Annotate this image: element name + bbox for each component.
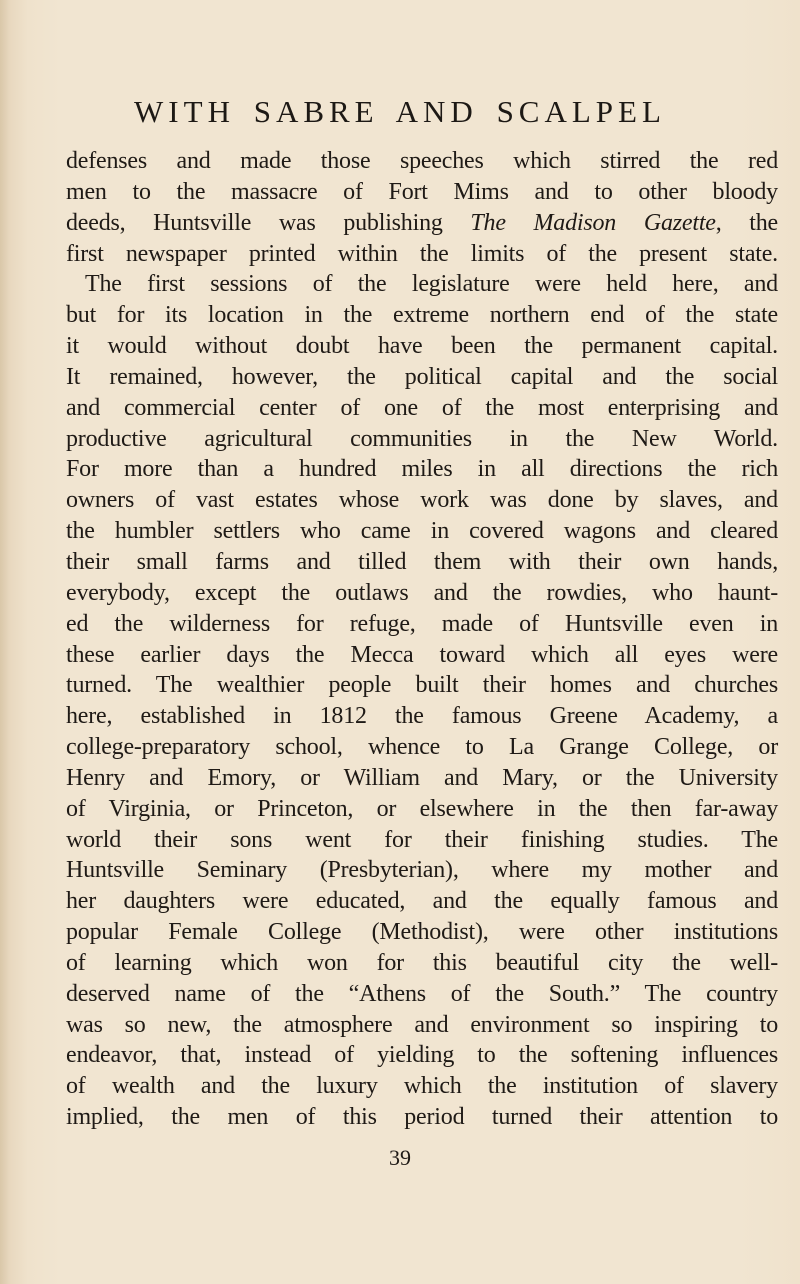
text-line: the humbler settlers who came in covered wagons and cleared <box>66 518 778 545</box>
text-line: it would without doubt have been the permanent capital. <box>66 333 778 360</box>
text-line: It remained, however, the political capital and the social <box>66 363 778 390</box>
text-line: The first sessions of the legislature were held here, and <box>85 271 778 298</box>
text-line: their small farms and tilled them with their own hands, <box>66 548 778 575</box>
text-line: men to the massacre of Fort Mims and to other bloody <box>66 178 778 205</box>
text-line: popular Female College (Methodist), were other institutions <box>66 919 778 946</box>
text-line <box>66 208 778 239</box>
text-line: productive agricultural communities in the New World. <box>66 425 778 452</box>
text-line: deserved name of the “Athens of the South.” The country <box>66 980 778 1007</box>
text-line: turned. The wealthier people built their homes and churches <box>66 672 778 699</box>
text-line: of learning which won for this beautiful city the well- <box>66 949 778 976</box>
text-line: college-preparatory school, whence to La Grange College, or <box>66 734 778 761</box>
text-line: everybody, except the outlaws and the rowdies, who haunt- <box>66 579 778 606</box>
text-line: was so new, the atmosphere and environment so inspiring to <box>66 1011 778 1038</box>
text-segment: deeds, Huntsville was publishing <box>66 209 471 236</box>
text-line: first newspaper printed within the limits of the present state. <box>66 240 778 267</box>
text-line: ed the wilderness for refuge, made of Huntsville even in <box>66 610 778 637</box>
text-line: of Virginia, or Princeton, or elsewhere in the then far-away <box>66 795 778 822</box>
text-line: owners of vast estates whose work was done by slaves, and <box>66 487 778 514</box>
text-line: implied, the men of this period turned their attention to <box>66 1104 778 1131</box>
text-segment: , the <box>715 209 778 236</box>
text-line: Huntsville Seminary (Presbyterian), where my mother and <box>66 857 778 884</box>
text-line: defenses and made those speeches which stirred the red <box>66 148 778 174</box>
running-head: WITH SABRE AND SCALPEL <box>134 94 666 129</box>
body-text <box>66 146 778 1133</box>
text-line: and commercial center of one of the most enterprising and <box>66 394 778 421</box>
text-line: her daughters were educated, and the equally famous and <box>66 888 778 915</box>
text-line: of wealth and the luxury which the institution of slavery <box>66 1073 778 1100</box>
text-line: but for its location in the extreme northern end of the state <box>66 302 778 329</box>
text-line: endeavor, that, instead of yielding to the softening influences <box>66 1042 778 1069</box>
newspaper-title: The Madison Gazette <box>470 209 716 236</box>
text-line: here, established in 1812 the famous Greene Academy, a <box>66 703 778 730</box>
text-line: For more than a hundred miles in all directions the rich <box>66 456 778 483</box>
text-line: Henry and Emory, or William and Mary, or the University <box>66 764 778 791</box>
page-number: 39 <box>389 1145 411 1170</box>
text-line: these earlier days the Mecca toward which all eyes were <box>66 641 778 668</box>
text-line: world their sons went for their finishing studies. The <box>66 826 778 853</box>
